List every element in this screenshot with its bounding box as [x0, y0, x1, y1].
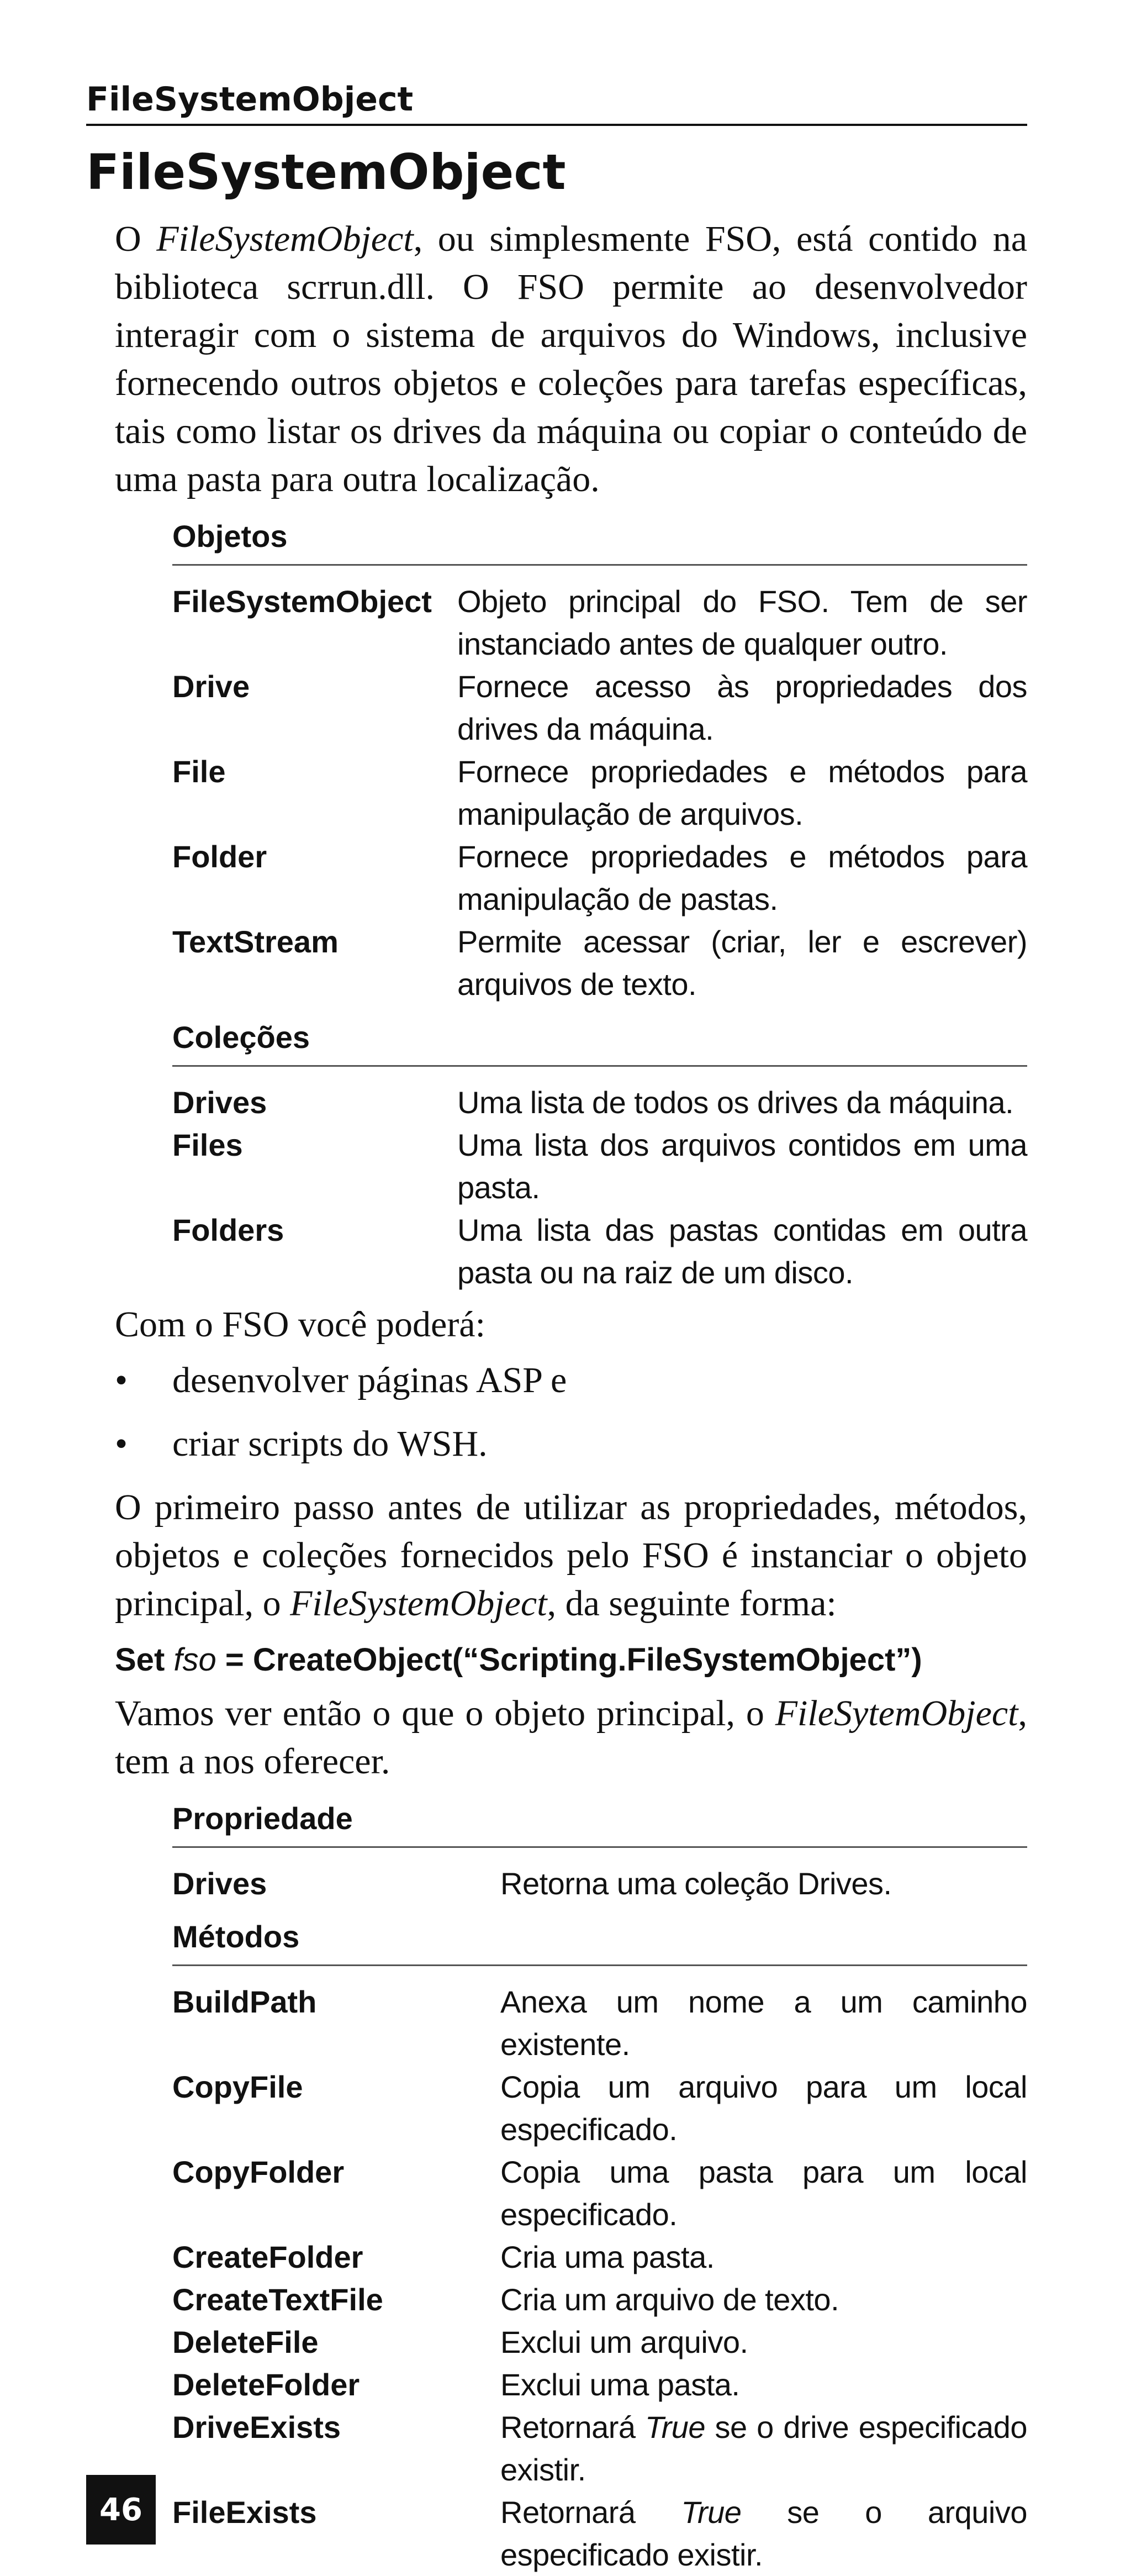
- table-row: Folder Fornece propriedades e métodos para manipulação de pastas.: [172, 839, 1027, 916]
- table-row: BuildPath Anexa um nome a um caminho existente.: [172, 1984, 1027, 2062]
- table-row: FileExists Retornará True se o arquivo especificado existir.: [172, 2494, 1027, 2572]
- list-item: • desenvolver páginas ASP e: [115, 1360, 567, 1400]
- table-row: Files Uma lista dos arquivos contidos em uma pasta.: [172, 1127, 1027, 1205]
- propriedade-table: [115, 1793, 1027, 1911]
- table-row: CreateTextFile Cria um arquivo de texto.: [172, 2282, 839, 2317]
- objetos-heading: Objetos: [172, 511, 1027, 566]
- table-row: DriveExists Retornará True se o drive especificado existir.: [172, 2409, 1028, 2487]
- vamos-paragraph: Vamos ver então o que o objeto principal, o FileSytemObject, tem a nos oferecer.: [115, 1693, 1027, 1782]
- table-row: DeleteFolder Exclui uma pasta.: [172, 2367, 740, 2402]
- running-head: FileSystemObject: [86, 83, 1027, 126]
- metodos-table: [115, 1911, 1027, 2576]
- com-fso-paragraph: Com o FSO você poderá:: [115, 1304, 485, 1345]
- table-row: Drives Retorna uma coleção Drives.: [172, 1866, 892, 1901]
- page-title: FileSystemObject: [86, 144, 566, 201]
- table-row: DeleteFile Exclui um arquivo.: [172, 2324, 748, 2359]
- page-number: 46: [86, 2475, 156, 2545]
- table-row: CopyFolder Copia uma pasta para um local especificado.: [172, 2154, 1027, 2232]
- body-text: [86, 215, 1027, 1627]
- colecoes-table: [115, 1012, 1027, 1300]
- objetos-table: [115, 511, 1027, 1012]
- colecoes-heading: Coleções: [172, 1012, 1027, 1067]
- table-row: CreateFolder Cria uma pasta.: [172, 2239, 715, 2274]
- table-row: TextStream Permite acessar (criar, ler e escrever) arquivos de texto.: [172, 924, 1027, 1002]
- table-row: FileSystemObject Objeto principal do FSO. Tem de ser instanciado antes de qualquer outro.: [172, 583, 1027, 661]
- bullet-list: [115, 1356, 1027, 1468]
- propriedade-heading: Propriedade: [172, 1793, 1027, 1848]
- list-item: • criar scripts do WSH.: [115, 1423, 488, 1464]
- code-line: Set fso = CreateObject(“Scripting.FileSystemObject”): [115, 1641, 922, 1678]
- intro-paragraph: O FileSystemObject, ou simplesmente FSO, está contido na biblioteca scrrun.dll. O FSO permite ao desenvolvedor interagir com o sistema de arquivos do Windows, inclusive fornecendo outros objetos e coleções para tarefas específicas, tais como listar os drives da máquina ou copiar o conteúdo de uma pasta para outra localização.: [115, 218, 1027, 499]
- table-row: CopyFile Copia um arquivo para um local especificado.: [172, 2069, 1027, 2147]
- metodos-heading: Métodos: [172, 1911, 1027, 1966]
- body-text-2: [86, 1689, 1027, 2576]
- table-row: File Fornece propriedades e métodos para manipulação de arquivos.: [172, 754, 1027, 831]
- table-row: Folders Uma lista das pastas contidas em outra pasta ou na raiz de um disco.: [172, 1212, 1027, 1290]
- instanciar-paragraph: O primeiro passo antes de utilizar as propriedades, métodos, objetos e coleções fornecidos pelo FSO é instanciar o objeto principal, o FileSystemObject, da seguinte forma:: [115, 1487, 1027, 1624]
- page-content: [86, 80, 1028, 2576]
- table-row: Drive Fornece acesso às propriedades dos drives da máquina.: [172, 668, 1027, 746]
- table-row: Drives Uma lista de todos os drives da máquina.: [172, 1084, 1014, 1120]
